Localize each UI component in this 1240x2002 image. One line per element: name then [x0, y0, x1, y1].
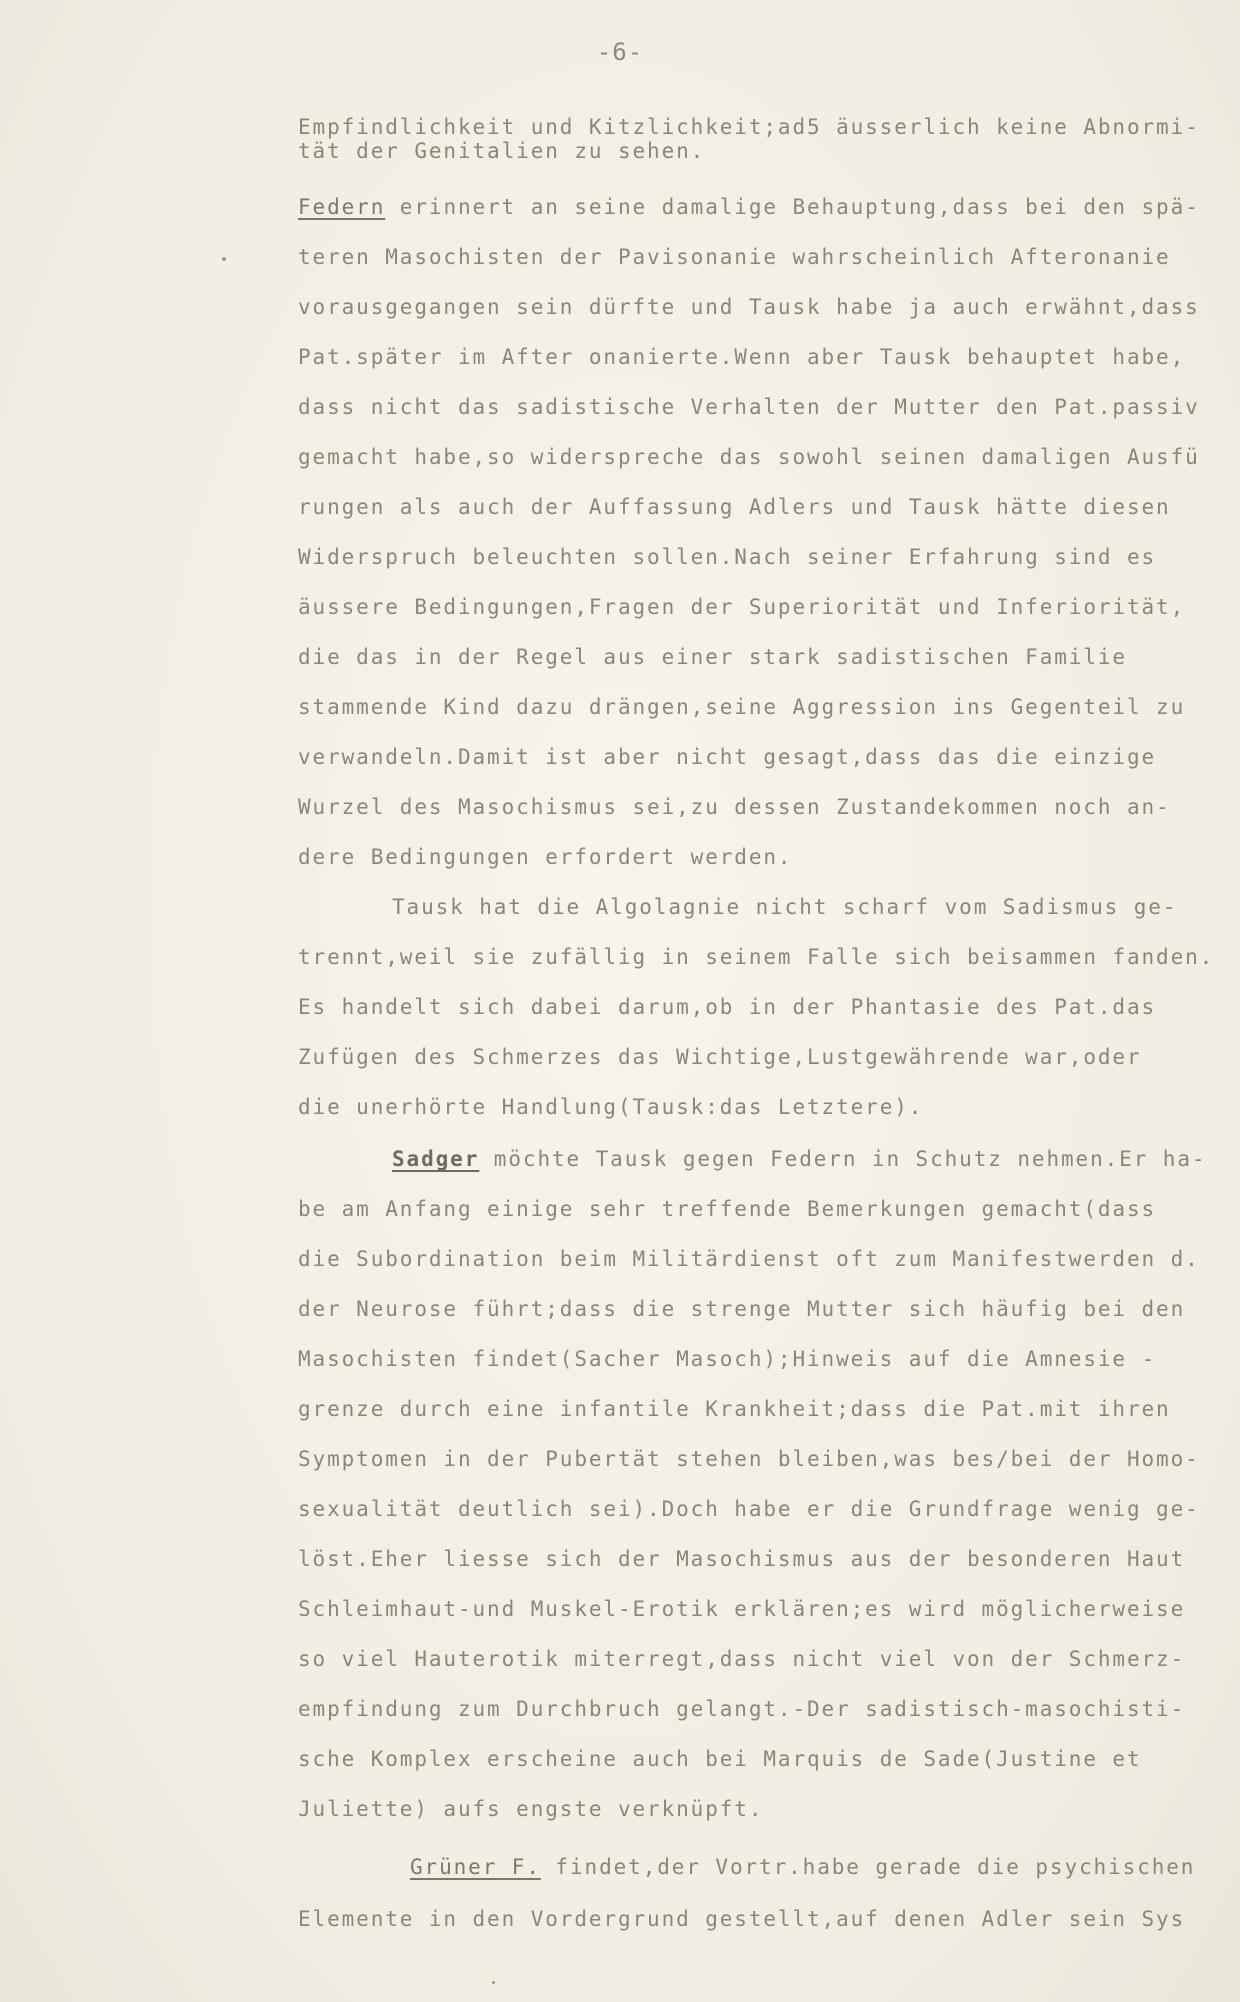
line-text: der Neurose führt;dass die strenge Mutter sich häufig bei den	[298, 1297, 1186, 1321]
text-line	[298, 942, 1214, 972]
speaker-name: Grüner F.	[410, 1855, 541, 1879]
line-text: Widerspruch beleuchten sollen.Nach seiner Erfahrung sind es	[298, 545, 1157, 569]
line-text: dere Bedingungen erfordert werden.	[298, 845, 793, 869]
text-line	[298, 192, 1200, 222]
line-text: möchte Tausk gegen Federn in Schutz nehmen.Er ha-	[479, 1147, 1207, 1171]
line-text: löst.Eher liesse sich der Masochismus aus der besonderen Haut	[298, 1547, 1186, 1571]
text-line	[298, 1344, 1156, 1374]
text-line	[298, 1544, 1185, 1574]
text-line	[298, 1644, 1185, 1674]
page-number: -6-	[596, 38, 644, 66]
text-line	[298, 442, 1200, 472]
line-text: die das in der Regel aus einer stark sadistischen Familie	[298, 645, 1127, 669]
line-text: tät der Genitalien zu sehen.	[298, 139, 706, 163]
text-line	[392, 1144, 1206, 1174]
speaker-name: Sadger	[392, 1147, 480, 1171]
line-text: Pat.später im After onanierte.Wenn aber Tausk behauptet habe,	[298, 345, 1186, 369]
text-line	[298, 1042, 1142, 1072]
text-line	[298, 692, 1185, 722]
line-text: sexualität deutlich sei).Doch habe er die Grundfrage wenig ge-	[298, 1497, 1200, 1521]
text-line	[298, 1294, 1185, 1324]
text-line	[298, 792, 1171, 822]
line-text: Empfindlichkeit und Kitzlichkeit;ad5 äusserlich keine Abnormi-	[298, 115, 1200, 139]
line-text: Schleimhaut-und Muskel-Erotik erklären;es wird möglicherweise	[298, 1597, 1186, 1621]
text-line	[298, 1904, 1185, 1934]
line-text: erinnert an seine damalige Behauptung,dass bei den spä-	[385, 195, 1200, 219]
line-text: sche Komplex erscheine auch bei Marquis de Sade(Justine et	[298, 1747, 1142, 1771]
line-text: die unerhörte Handlung(Tausk:das Letztere).	[298, 1095, 924, 1119]
line-text: so viel Hauterotik miterregt,dass nicht viel von der Schmerz-	[298, 1647, 1186, 1671]
text-line	[298, 1794, 763, 1824]
text-line	[298, 242, 1171, 272]
text-line	[298, 1092, 923, 1122]
text-line	[298, 592, 1185, 622]
line-text: Zufügen des Schmerzes das Wichtige,Lustgewährende war,oder	[298, 1045, 1142, 1069]
text-line	[298, 742, 1156, 772]
line-text: äussere Bedingungen,Fragen der Superiorität und Inferiorität,	[298, 595, 1186, 619]
line-text: Wurzel des Masochismus sei,zu dessen Zustandekommen noch an-	[298, 795, 1171, 819]
text-line	[298, 136, 705, 166]
text-line	[298, 542, 1156, 572]
text-line	[298, 1594, 1185, 1624]
line-text: grenze durch eine infantile Krankheit;dass die Pat.mit ihren	[298, 1397, 1171, 1421]
text-line	[392, 892, 1177, 922]
line-text: be am Anfang einige sehr treffende Bemerkungen gemacht(dass	[298, 1197, 1157, 1221]
line-text: stammende Kind dazu drängen,seine Aggression ins Gegenteil zu	[298, 695, 1186, 719]
text-line	[298, 392, 1200, 422]
line-text: Es handelt sich dabei darum,ob in der Phantasie des Pat.das	[298, 995, 1157, 1019]
line-text: Juliette) aufs engste verknüpft.	[298, 1797, 764, 1821]
text-line	[298, 492, 1171, 522]
text-line	[410, 1852, 1195, 1882]
line-text: die Subordination beim Militärdienst oft zum Manifestwerden d.	[298, 1247, 1200, 1271]
line-text: empfindung zum Durchbruch gelangt.-Der sadistisch-masochisti-	[298, 1697, 1186, 1721]
text-line	[298, 642, 1127, 672]
line-text: rungen als auch der Auffassung Adlers und Tausk hätte diesen	[298, 495, 1171, 519]
line-text: verwandeln.Damit ist aber nicht gesagt,dass das die einzige	[298, 745, 1157, 769]
text-line	[298, 1194, 1156, 1224]
text-line	[298, 1494, 1200, 1524]
line-text: gemacht habe,so widerspreche das sowohl seinen damaligen Ausfü	[298, 445, 1200, 469]
margin-mark	[222, 257, 226, 261]
text-line	[298, 992, 1156, 1022]
text-line	[298, 1444, 1200, 1474]
text-line	[298, 1694, 1185, 1724]
margin-mark	[492, 1981, 495, 1984]
speaker-name: Federn	[298, 195, 386, 219]
line-text: Symptomen in der Pubertät stehen bleiben,was bes/bei der Homo-	[298, 1447, 1200, 1471]
line-text: Elemente in den Vordergrund gestellt,auf denen Adler sein Sys	[298, 1907, 1186, 1931]
line-text: findet,der Vortr.habe gerade die psychischen	[540, 1855, 1196, 1879]
line-text: trennt,weil sie zufällig in seinem Falle sich beisammen fanden.	[298, 945, 1215, 969]
text-line	[298, 1744, 1142, 1774]
text-line	[298, 1394, 1171, 1424]
text-line	[298, 342, 1185, 372]
line-text: Tausk hat die Algolagnie nicht scharf vom Sadismus ge-	[392, 895, 1178, 919]
line-text: teren Masochisten der Pavisonanie wahrscheinlich Afteronanie	[298, 245, 1171, 269]
text-line	[298, 1244, 1200, 1274]
line-text: Masochisten findet(Sacher Masoch);Hinweis auf die Amnesie -	[298, 1347, 1157, 1371]
text-line	[298, 842, 792, 872]
text-line	[298, 292, 1200, 322]
line-text: vorausgegangen sein dürfte und Tausk habe ja auch erwähnt,dass	[298, 295, 1200, 319]
line-text: dass nicht das sadistische Verhalten der Mutter den Pat.passiv	[298, 395, 1200, 419]
